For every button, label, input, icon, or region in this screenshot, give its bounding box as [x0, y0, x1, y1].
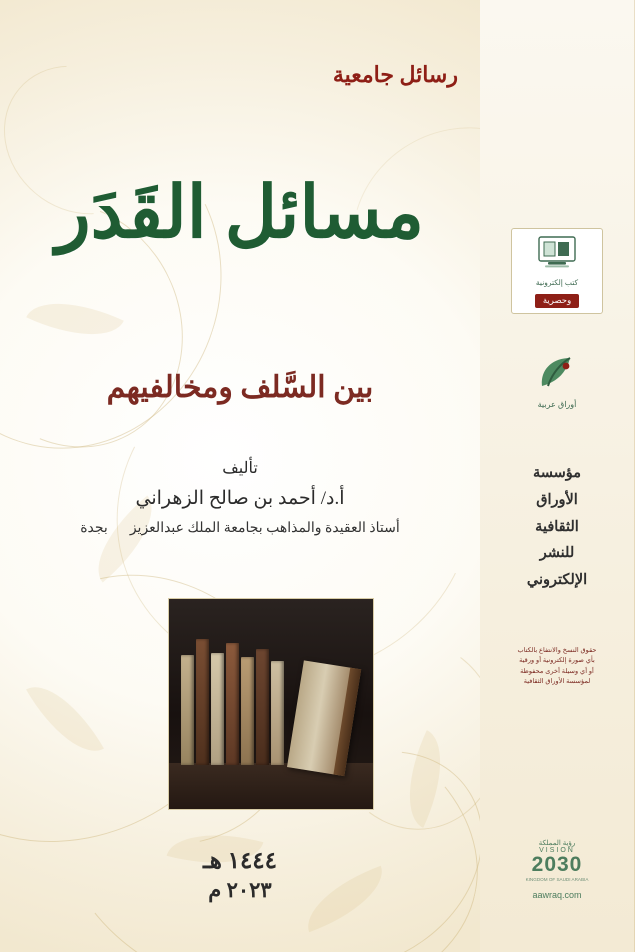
date-hijri: ١٤٤٤ هـ [202, 848, 278, 873]
vision-subtitle: KINGDOM OF SAUDI ARABIA [525, 877, 589, 883]
awraq-leaf-icon [530, 352, 584, 392]
rights-line: بأي صورة إلكترونية أو ورقية [519, 657, 595, 665]
photo-leaning-book [287, 660, 361, 776]
ebook-badge [511, 228, 603, 314]
vision-arabic-label: رؤية المملكة [538, 840, 576, 848]
author-affiliation-text: أستاذ العقيدة والمذاهب بجامعة الملك عبدالعزيز [129, 521, 400, 536]
author-city: بجدة [80, 521, 108, 536]
cover-sidebar [480, 0, 635, 952]
vision-2030-logo [497, 839, 617, 900]
author-name: أ.د/ أحمد بن صالح الزهراني [135, 488, 345, 509]
publisher-logo [507, 352, 607, 412]
photo-book [226, 643, 239, 765]
photo-book [271, 661, 284, 765]
publisher-logo-name: أوراق عربية [537, 400, 577, 409]
ebook-icon [537, 235, 577, 269]
rights-line: لمؤسسة الأوراق الثقافية [523, 677, 591, 685]
rights-notice [497, 646, 617, 687]
publisher-name-line: مؤسسة [532, 465, 582, 481]
publisher-website[interactable]: aawraq.com [532, 890, 582, 900]
author-by-label: تأليف [222, 460, 258, 477]
vision-number: 2030 [531, 853, 583, 877]
photo-book [196, 639, 209, 765]
date-gregorian: ٢٠٢٣ م [208, 878, 272, 902]
rights-line: حقوق النسخ والانتفاع بالكتاب [517, 647, 597, 655]
photo-book-row [181, 639, 286, 765]
publisher-name [527, 460, 587, 594]
cover-photo [168, 598, 374, 810]
ebook-badge-label: كتب إلكترونية [535, 278, 579, 287]
photo-book [241, 657, 254, 765]
publisher-name-line: الأوراق [536, 491, 578, 508]
author-block [0, 458, 480, 537]
publisher-name-line: الثقافية [535, 518, 579, 535]
publisher-name-line: الإلكتروني [526, 572, 588, 589]
vision-word: VISION [539, 847, 575, 855]
rights-line: أو أي وسيلة أخرى محفوظة [520, 667, 594, 675]
photo-book [211, 653, 224, 765]
publication-date [0, 848, 480, 903]
photo-book [256, 649, 269, 765]
subtitle: بين السَّلف ومخالفيهم [106, 371, 374, 404]
author-affiliation [0, 520, 480, 537]
series-label: رسائل جامعية [332, 62, 458, 87]
page-title: مسائل القَدَر [55, 173, 425, 253]
ebook-badge-exclusive: وحصرية [535, 294, 579, 308]
publisher-name-line: للنشر [539, 545, 575, 562]
photo-book [181, 655, 194, 765]
